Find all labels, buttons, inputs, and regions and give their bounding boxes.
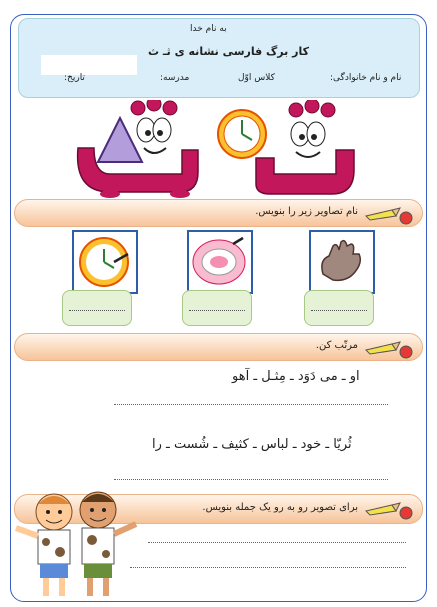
- section-label: مرتّب کن.: [315, 340, 358, 351]
- scrambled-sentence-1: او ـ می دَوَد ـ مِثـل ـ آهو: [232, 369, 360, 384]
- bismillah-text: به نام خدا: [190, 24, 227, 34]
- child-right: [80, 492, 136, 596]
- answer-box-finger[interactable]: [304, 290, 374, 326]
- letter-characters-illustration: [70, 100, 360, 198]
- hand-icon: [311, 232, 372, 291]
- pencil-icon: [362, 338, 414, 360]
- answer-line-4[interactable]: [130, 567, 406, 568]
- answer-line-3[interactable]: [148, 542, 406, 543]
- class-field-label: کلاس اوّل: [238, 73, 275, 83]
- picture-finger: [309, 230, 375, 294]
- section-label: برای تصویر رو به رو یک جمله بنویس.: [202, 502, 358, 513]
- pencil-icon: [362, 204, 414, 226]
- name-field-label: نام و نام خانوادگی:: [330, 73, 402, 83]
- answer-line-1[interactable]: [114, 404, 388, 405]
- school-field-label: مدرسه:: [160, 73, 190, 83]
- pencil-icon: [362, 499, 414, 521]
- teeth-icon: [189, 232, 250, 291]
- student-name-box[interactable]: [41, 55, 137, 75]
- picture-teeth: [187, 230, 253, 294]
- answer-line-2[interactable]: [114, 479, 388, 480]
- date-field-label: تاریخ:: [64, 73, 85, 83]
- scrambled-sentence-2: ثُریّا ـ خود ـ لباس ـ کثیف ـ شُست ـ را: [152, 437, 352, 452]
- answer-box-teeth[interactable]: [182, 290, 252, 326]
- muddy-children-illustration: [12, 488, 142, 604]
- picture-clock: [72, 230, 138, 294]
- section-bar-name-pictures: [14, 199, 423, 227]
- letter-tha-initial-character: [78, 100, 198, 198]
- worksheet-title: کار برگ فارسی نشانه ی ثـ ث: [148, 45, 309, 58]
- letter-tha-final-character: [218, 100, 354, 194]
- section-bar-arrange: [14, 333, 423, 361]
- answer-box-clock[interactable]: [62, 290, 132, 326]
- triangle-icon: [98, 118, 142, 162]
- child-left: [16, 494, 72, 596]
- section-label: نام تصاویر زیر را بنویس.: [255, 206, 358, 217]
- alarm-clock-icon: [74, 232, 135, 291]
